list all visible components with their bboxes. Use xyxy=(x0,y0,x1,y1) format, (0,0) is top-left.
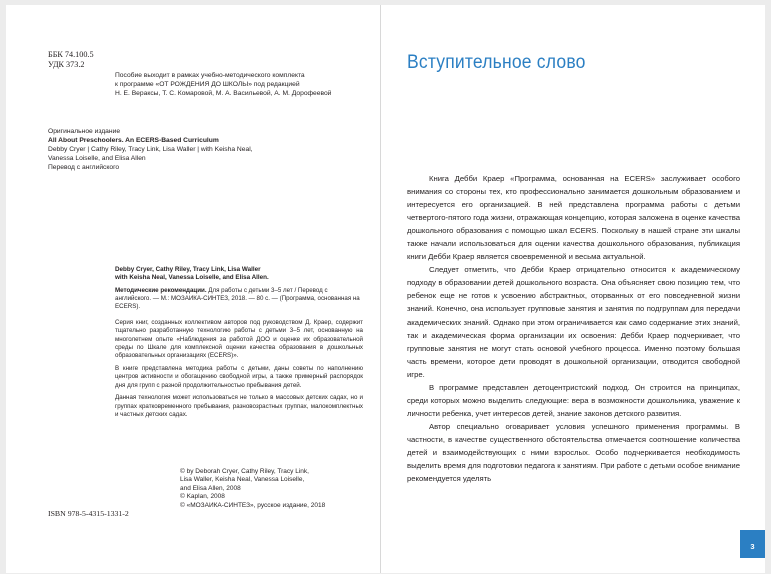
abstract-paragraph: В книге представлена методика работы с детьми, даны советы по наполнению центров активности и обогащению свободной игры, а также примерный распорядок дня для групп с разной продолжительностью пребывания детей. xyxy=(115,364,363,389)
bbk-code: ББК 74.100.5 xyxy=(48,50,94,59)
body-paragraph: Следует отметить, что Дебби Краер отрицательно относится к академическому подходу в образовании детей дошкольного возраста. Она объясняет свою позицию тем, что ребенок еще не готов к усвоению абстрактных, оторванных от его повседневной жизни знаний. Конечно, она использует групповые занятия и занятия по подгруппам для передачи академических знаний. Однако при этом ограничивается как само содержание этих знаний, так и академическая форма организации их освоения: Дебби Краер подчеркивает, что групповые занятия не могут стать основой учебного процесса. Именно поэтому большая часть времени, которое дети проводят в дошкольной организации, отводится свободной игре. xyxy=(407,265,740,379)
original-edition xyxy=(48,128,253,173)
original-authors: Debby Cryer | Cathy Riley, Tracy Link, Lisa Waller | with Keisha Neal, xyxy=(48,145,253,153)
original-edition-label: Оригинальное издание xyxy=(48,128,121,135)
copyright-notice xyxy=(180,468,325,510)
recommendations-text: Для работы с детьми 3–5 лет / Перевод с английского. — М.: МОЗАИКА-СИНТЕЗ, 2018. — 80 с. — (Программа, основанная на ECERS). xyxy=(115,287,360,311)
page-number: 3 xyxy=(750,542,755,551)
chapter-body xyxy=(407,172,740,485)
body-paragraph: Автор специально оговаривает условия успешного применения программы. В частности, в качестве существенного обстоятельства отмечается соотношение количества детей и взаимодействующих с ними взрослых. Особо подчеркивается необходимость выделить время для подготовки педагога к занятиям. При работе с детьми особое внимание рекомендуется уделять xyxy=(407,421,740,484)
recommendations-heading: Методические рекомендации. xyxy=(115,287,207,294)
authors-line: Debby Cryer, Cathy Riley, Tracy Link, Lisa Waller xyxy=(115,266,261,273)
authors-line: with Keisha Neal, Vanessa Loiselle, and Elisa Allen. xyxy=(115,274,269,282)
copyright-line: © by Deborah Cryer, Cathy Riley, Tracy Link, xyxy=(180,468,309,475)
copyright-line: © Kaplan, 2008 xyxy=(180,493,225,501)
chapter-title: Вступительное слово xyxy=(407,51,586,73)
original-title: All About Preschoolers. An ECERS-Based Curriculum xyxy=(48,136,219,144)
series-note-line: Пособие выходит в рамках учебно-методического комплекта xyxy=(115,72,305,79)
original-authors: Vanessa Loiselle, and Elisa Allen xyxy=(48,154,146,162)
isbn: ISBN 978-5-4315-1331-2 xyxy=(48,509,129,518)
udk-code: УДК 373.2 xyxy=(48,60,85,69)
series-note-line: к программе «ОТ РОЖДЕНИЯ ДО ШКОЛЫ» под редакцией xyxy=(115,80,300,88)
body-paragraph: В программе представлен детоцентристский подход. Он строится на принципах, среди которых можно выделить следующие: вера в возможности дошкольника, уважение к личности ребенка, учет интересов детей, знание законов детского развития. xyxy=(407,382,740,418)
left-page xyxy=(6,5,381,573)
series-note xyxy=(115,72,331,99)
copyright-line: © «МОЗАИКА-СИНТЕЗ», русское издание, 2018 xyxy=(180,501,326,509)
right-page xyxy=(381,5,765,573)
translation-note: Перевод с английского xyxy=(48,163,120,171)
copyright-line: and Elisa Allen, 2008 xyxy=(180,484,241,492)
series-note-line: Н. Е. Вераксы, Т. С. Комаровой, М. А. Васильевой, А. М. Дорофеевой xyxy=(115,89,332,97)
authors-en xyxy=(115,266,269,283)
copyright-line: Lisa Waller, Keisha Neal, Vanessa Loiselle, xyxy=(180,476,305,484)
abstract xyxy=(115,319,363,424)
body-paragraph: Книга Дебби Краер «Программа, основанная на ECERS» заслуживает особого внимания со стороны тех, кто профессионально занимается дошкольным образованием и интересуется его организацией. В ней представлена программа работы с детьми четвертого-пятого года жизни, отражающая концепцию, которая заложена в оценке качества дошкольного образования с помощью шкал ECERS. Поскольку в нашей стране эти шкалы также начали использоваться для оценки качества дошкольного образования, публикация книги Дебби Краер является своевременной и весьма актуальной. xyxy=(407,174,740,262)
abstract-paragraph: Данная технология может использоваться не только в массовых детских садах, но и группах кратковременного пребывания, разновозрастных группах, малокомплектных и частных детских садах. xyxy=(115,394,363,418)
abstract-paragraph: Серия книг, созданных коллективом авторов под руководством Д. Краер, содержит тщательно разработанную технологию работы с детьми 3–5 лет, основанную на многолетнем опыте «Наблюдения за работой ДОО и оценке их образовательной среды по Шкале для комплексной оценки качества образования в дошкольных образовательных организациях (ECERS)». xyxy=(115,319,363,360)
bibliographic-description xyxy=(115,287,363,312)
classification-codes xyxy=(48,50,94,70)
